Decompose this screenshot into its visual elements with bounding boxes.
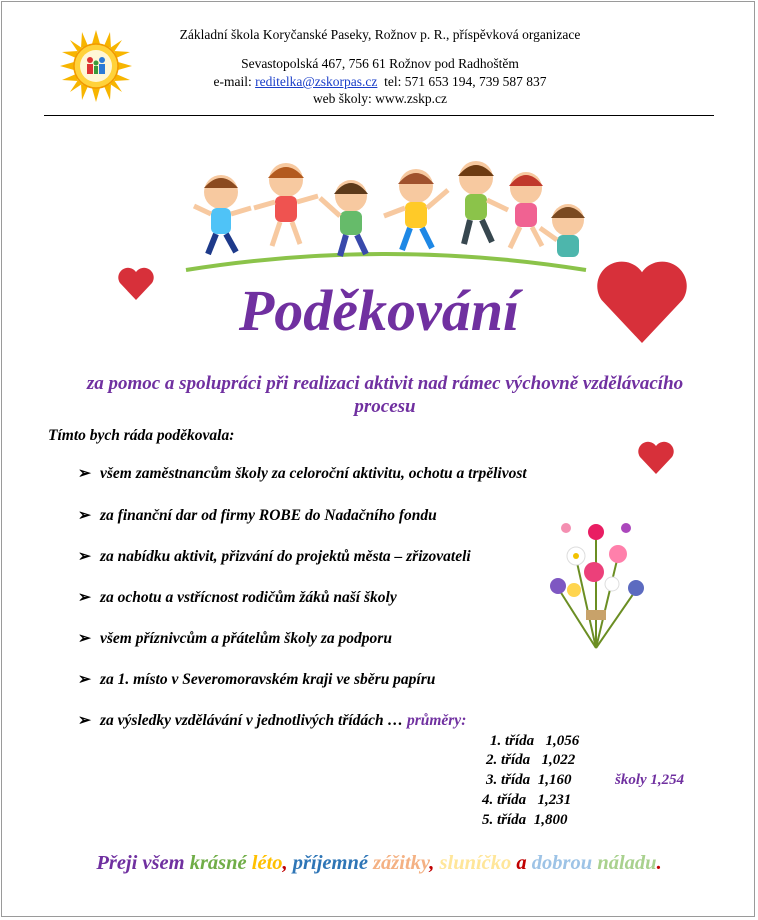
school-name: Základní škola Koryčanské Paseky, Rožnov p. R., příspěvková organizace <box>179 27 581 42</box>
phone-text: tel: 571 653 194, 739 587 837 <box>377 74 547 89</box>
wish-word: léto <box>251 852 283 874</box>
arrow-bullet-icon: ➢ <box>78 465 91 482</box>
arrow-bullet-icon: ➢ <box>78 712 91 729</box>
list-item: ➢ všem příznivcům a přátelům školy za podporu <box>78 630 392 647</box>
email-link[interactable]: reditelka@zskorpas.cz <box>255 74 378 89</box>
list-item: ➢ za nabídku aktivit, přizvání do projektů města – zřizovateli <box>78 548 471 565</box>
email-label: e-mail: <box>213 74 256 89</box>
school-address: Sevastopolská 467, 756 61 Rožnov pod Radhoštěm <box>241 56 519 71</box>
wish-word: a <box>516 852 532 874</box>
header-divider <box>44 115 714 116</box>
page-title: Poděkování <box>238 278 520 343</box>
children-illustration <box>176 150 596 276</box>
wish-word: náladu <box>597 852 657 874</box>
closing-wish <box>0 852 758 875</box>
wish-word: příjemné <box>292 852 374 874</box>
averages-label: průměry: <box>406 712 467 729</box>
heart-icon <box>636 438 676 476</box>
wish-word: krásné <box>189 852 252 874</box>
school-logo <box>60 30 132 102</box>
wish-word: , <box>282 852 293 874</box>
wish-word: . <box>656 852 662 874</box>
wish-word: dobrou <box>531 852 598 874</box>
list-item: ➢ za finanční dar od firmy ROBE do Nadačního fondu <box>78 507 437 524</box>
arrow-bullet-icon: ➢ <box>78 548 91 565</box>
contact-line <box>130 75 630 89</box>
list-item: ➢ za 1. místo v Severomoravském kraji ve sběru papíru <box>78 671 436 688</box>
intro-text: Tímto bych ráda poděkovala: <box>48 427 235 444</box>
grade-row: 5. třída 1,800 <box>482 812 568 828</box>
list-item: ➢ za výsledky vzdělávání v jednotlivých třídách … průměry: <box>78 712 467 729</box>
wish-word: sluníčko <box>439 852 517 874</box>
wish-word: zážitky <box>373 852 430 874</box>
wish-word: , <box>429 852 440 874</box>
list-item: ➢ za ochotu a vstřícnost rodičům žáků naší školy <box>78 589 397 606</box>
arrow-bullet-icon: ➢ <box>78 589 91 606</box>
arrow-bullet-icon: ➢ <box>78 507 91 524</box>
flower-bouquet-illustration <box>536 498 656 650</box>
list-item: ➢ všem zaměstnancům školy za celoroční aktivitu, ochotu a trpělivost <box>78 465 527 482</box>
grade-row: 3. třída 1,160 <box>486 772 572 788</box>
grade-row: 2. třída 1,022 <box>486 752 576 768</box>
wish-word: Přeji všem <box>96 852 190 874</box>
school-average: školy 1,254 <box>615 772 685 788</box>
arrow-bullet-icon: ➢ <box>78 630 91 647</box>
subtitle: za pomoc a spolupráci při realizaci aktivit nad rámec výchovně vzdělávacího procesu <box>86 373 684 417</box>
school-website: web školy: www.zskp.cz <box>312 91 448 106</box>
grade-row: 4. třída 1,231 <box>482 792 572 808</box>
grade-row: 1. třída 1,056 <box>490 733 580 749</box>
arrow-bullet-icon: ➢ <box>78 671 91 688</box>
